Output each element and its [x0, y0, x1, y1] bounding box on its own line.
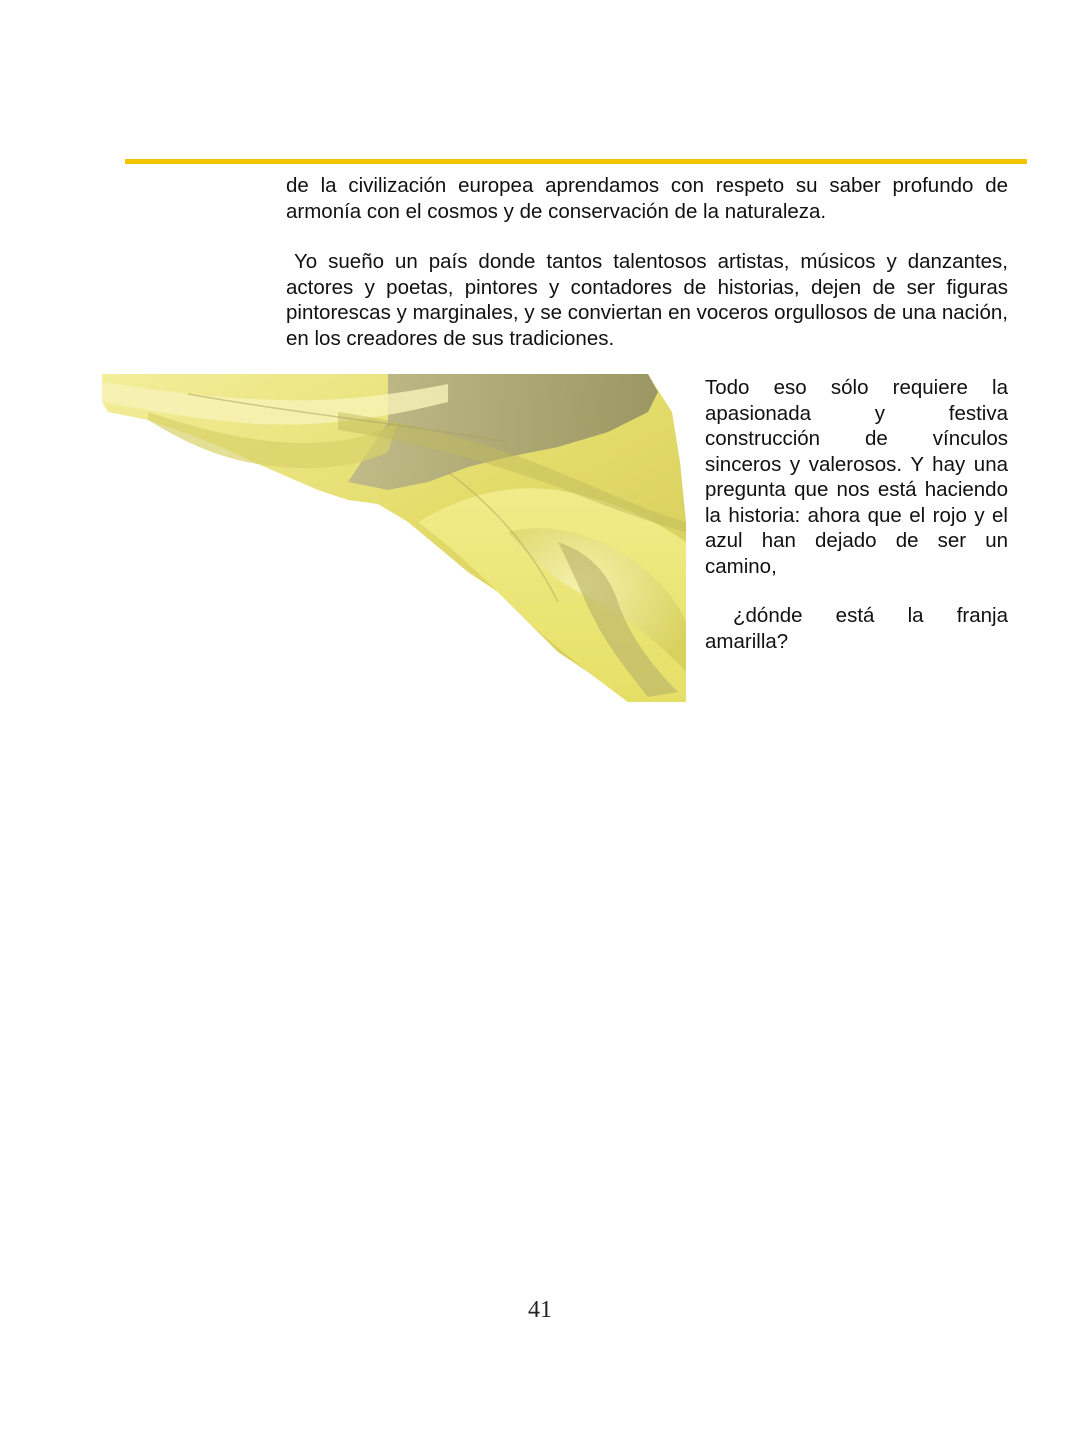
header-rule: [125, 159, 1027, 164]
side-paragraph-2: ¿dónde está la franja amarilla?: [705, 604, 1008, 653]
body-paragraph-2: Yo sueño un país donde tantos talentosos artistas, músicos y danzantes, actores y poetas, pintores y contadores de historias, dejen de ser figuras pintorescas y marginales, y se conviertan en voceros orgullosos de una nación, en los creadores de sus tradiciones.: [286, 250, 1008, 350]
page-number: 41: [528, 1297, 552, 1323]
yellow-flag-image: [88, 372, 686, 702]
body-paragraph-1: de la civilización europea aprendamos con respeto su saber profundo de armonía con el cosmos y de conservación de la naturaleza.: [286, 174, 1008, 223]
side-paragraph-1: Todo eso sólo requiere la apasionada y festiva construcción de vínculos sinceros y valerosos. Y hay una pregunta que nos está haciendo la historia: ahora que el rojo y el azul han dejado de ser un camino,: [705, 376, 1008, 578]
